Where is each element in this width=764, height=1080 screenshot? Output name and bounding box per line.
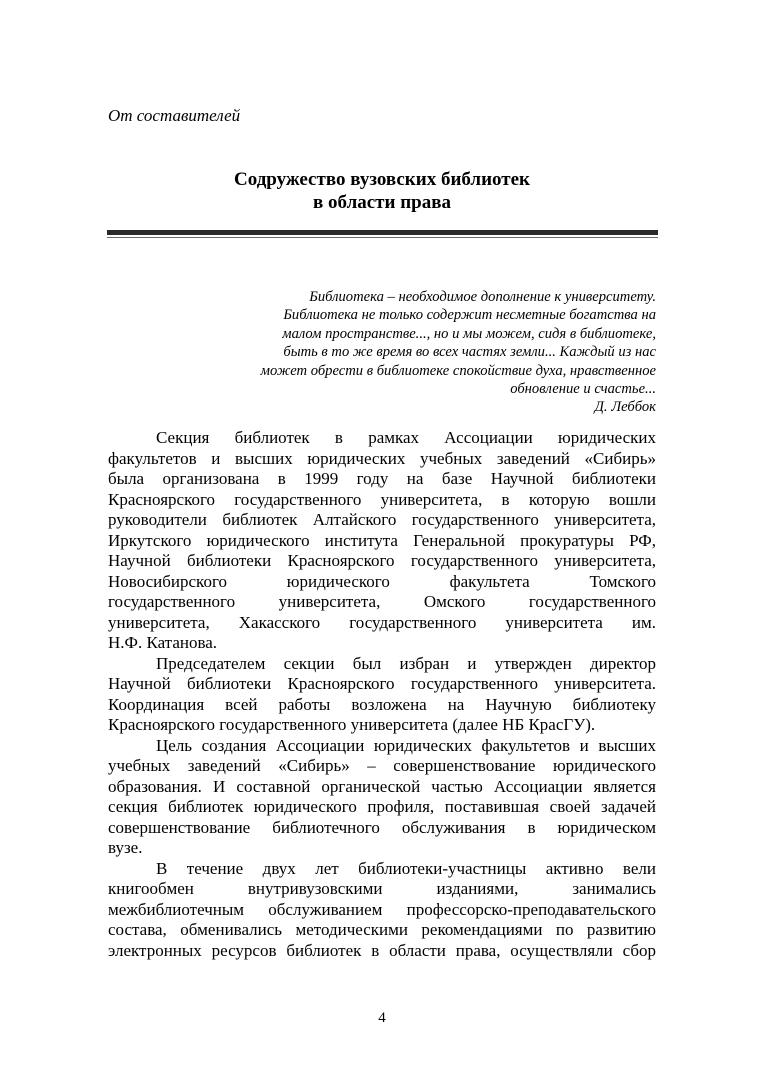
epigraph xyxy=(200,288,656,417)
paragraph-2-line: Красноярского государственного университета (далее НБ КрасГУ). xyxy=(108,715,596,734)
paragraph-4-line: межбиблиотечным обслуживанием профессорско-преподавательского xyxy=(108,899,656,919)
epigraph-line: Библиотека – необходимое дополнение к университету. xyxy=(309,289,656,305)
article-title-line-1: Содружество вузовских библиотек xyxy=(234,169,530,190)
paragraph-3-line: вузе. xyxy=(108,838,143,857)
paragraph-3-line: образования. И составной органической частью Ассоциации является xyxy=(108,776,656,796)
section-label: От составителей xyxy=(108,106,241,125)
epigraph-line: может обрести в библиотеке спокойствие духа, нравственное xyxy=(260,362,656,379)
paragraph-3-line: секция библиотек юридического профиля, поставившая своей задачей xyxy=(108,797,656,816)
paragraph-3-line: учебных заведений «Сибирь» – совершенствование юридического xyxy=(108,756,656,775)
divider-thin-line xyxy=(107,237,658,238)
paragraph-2-line: Координация всей работы возложена на Научную библиотеку xyxy=(108,694,656,714)
epigraph-line: Библиотека не только содержит несметные богатства на xyxy=(283,307,656,324)
paragraph-3-line: Цель создания Ассоциации юридических факультетов и высших xyxy=(156,735,656,755)
paragraph-2-line: Научной библиотеки Красноярского государственного университета. xyxy=(108,674,656,693)
paragraph-1-line: Иркутского юридического института Генеральной прокуратуры РФ, xyxy=(108,530,656,550)
paragraph-4-line: книгообмен внутривузовскими изданиями, занимались xyxy=(108,879,656,898)
body-text xyxy=(108,428,656,961)
article-title-line-2: в области права xyxy=(313,192,451,213)
paragraph-1-line: была организована в 1999 году на базе Научной библиотеки xyxy=(108,469,656,488)
page-number: 4 xyxy=(378,1010,386,1026)
title-divider xyxy=(107,230,658,238)
paragraph-4-line: электронных ресурсов библиотек в области права, осуществляли сбор xyxy=(108,940,656,960)
epigraph-line: быть в то же время во всех частях земли... Каждый из нас xyxy=(283,344,656,361)
paragraph-3-line: совершенствование библиотечного обслуживания в юридическом xyxy=(108,817,656,837)
epigraph-line: малом пространстве..., но и мы можем, сидя в библиотеке, xyxy=(282,325,656,342)
paragraph-1-line: Н.Ф. Катанова. xyxy=(108,633,218,652)
paragraph-1-line: Новосибирского юридического факультета Томского xyxy=(108,571,656,591)
epigraph-author: Д. Леббок xyxy=(594,399,656,416)
paragraph-1-line: Секция библиотек в рамках Ассоциации юридических xyxy=(156,428,656,447)
paragraph-2-line: Председателем секции был избран и утвержден директор xyxy=(156,653,656,673)
paragraph-1-line: государственного университета, Омского государственного xyxy=(108,592,656,611)
paragraph-4-line: состава, обменивались методическими рекомендациями по развитию xyxy=(108,920,656,939)
divider-thick-line xyxy=(107,230,658,235)
paragraph-1-line: руководители библиотек Алтайского государственного университета, xyxy=(108,510,656,529)
paragraph-1-line: факультетов и высших юридических учебных заведений «Сибирь» xyxy=(108,448,656,468)
paragraph-1-line: университета, Хакасского государственного университета им. xyxy=(108,612,656,632)
paragraph-1-line: Красноярского государственного университета, в которую вошли xyxy=(108,489,656,509)
epigraph-line: обновление и счастье... xyxy=(510,381,656,398)
paragraph-1-line: Научной библиотеки Красноярского государственного университета, xyxy=(108,551,656,570)
article-title xyxy=(108,168,656,214)
paragraph-4-line: В течение двух лет библиотеки-участницы активно вели xyxy=(156,858,656,878)
